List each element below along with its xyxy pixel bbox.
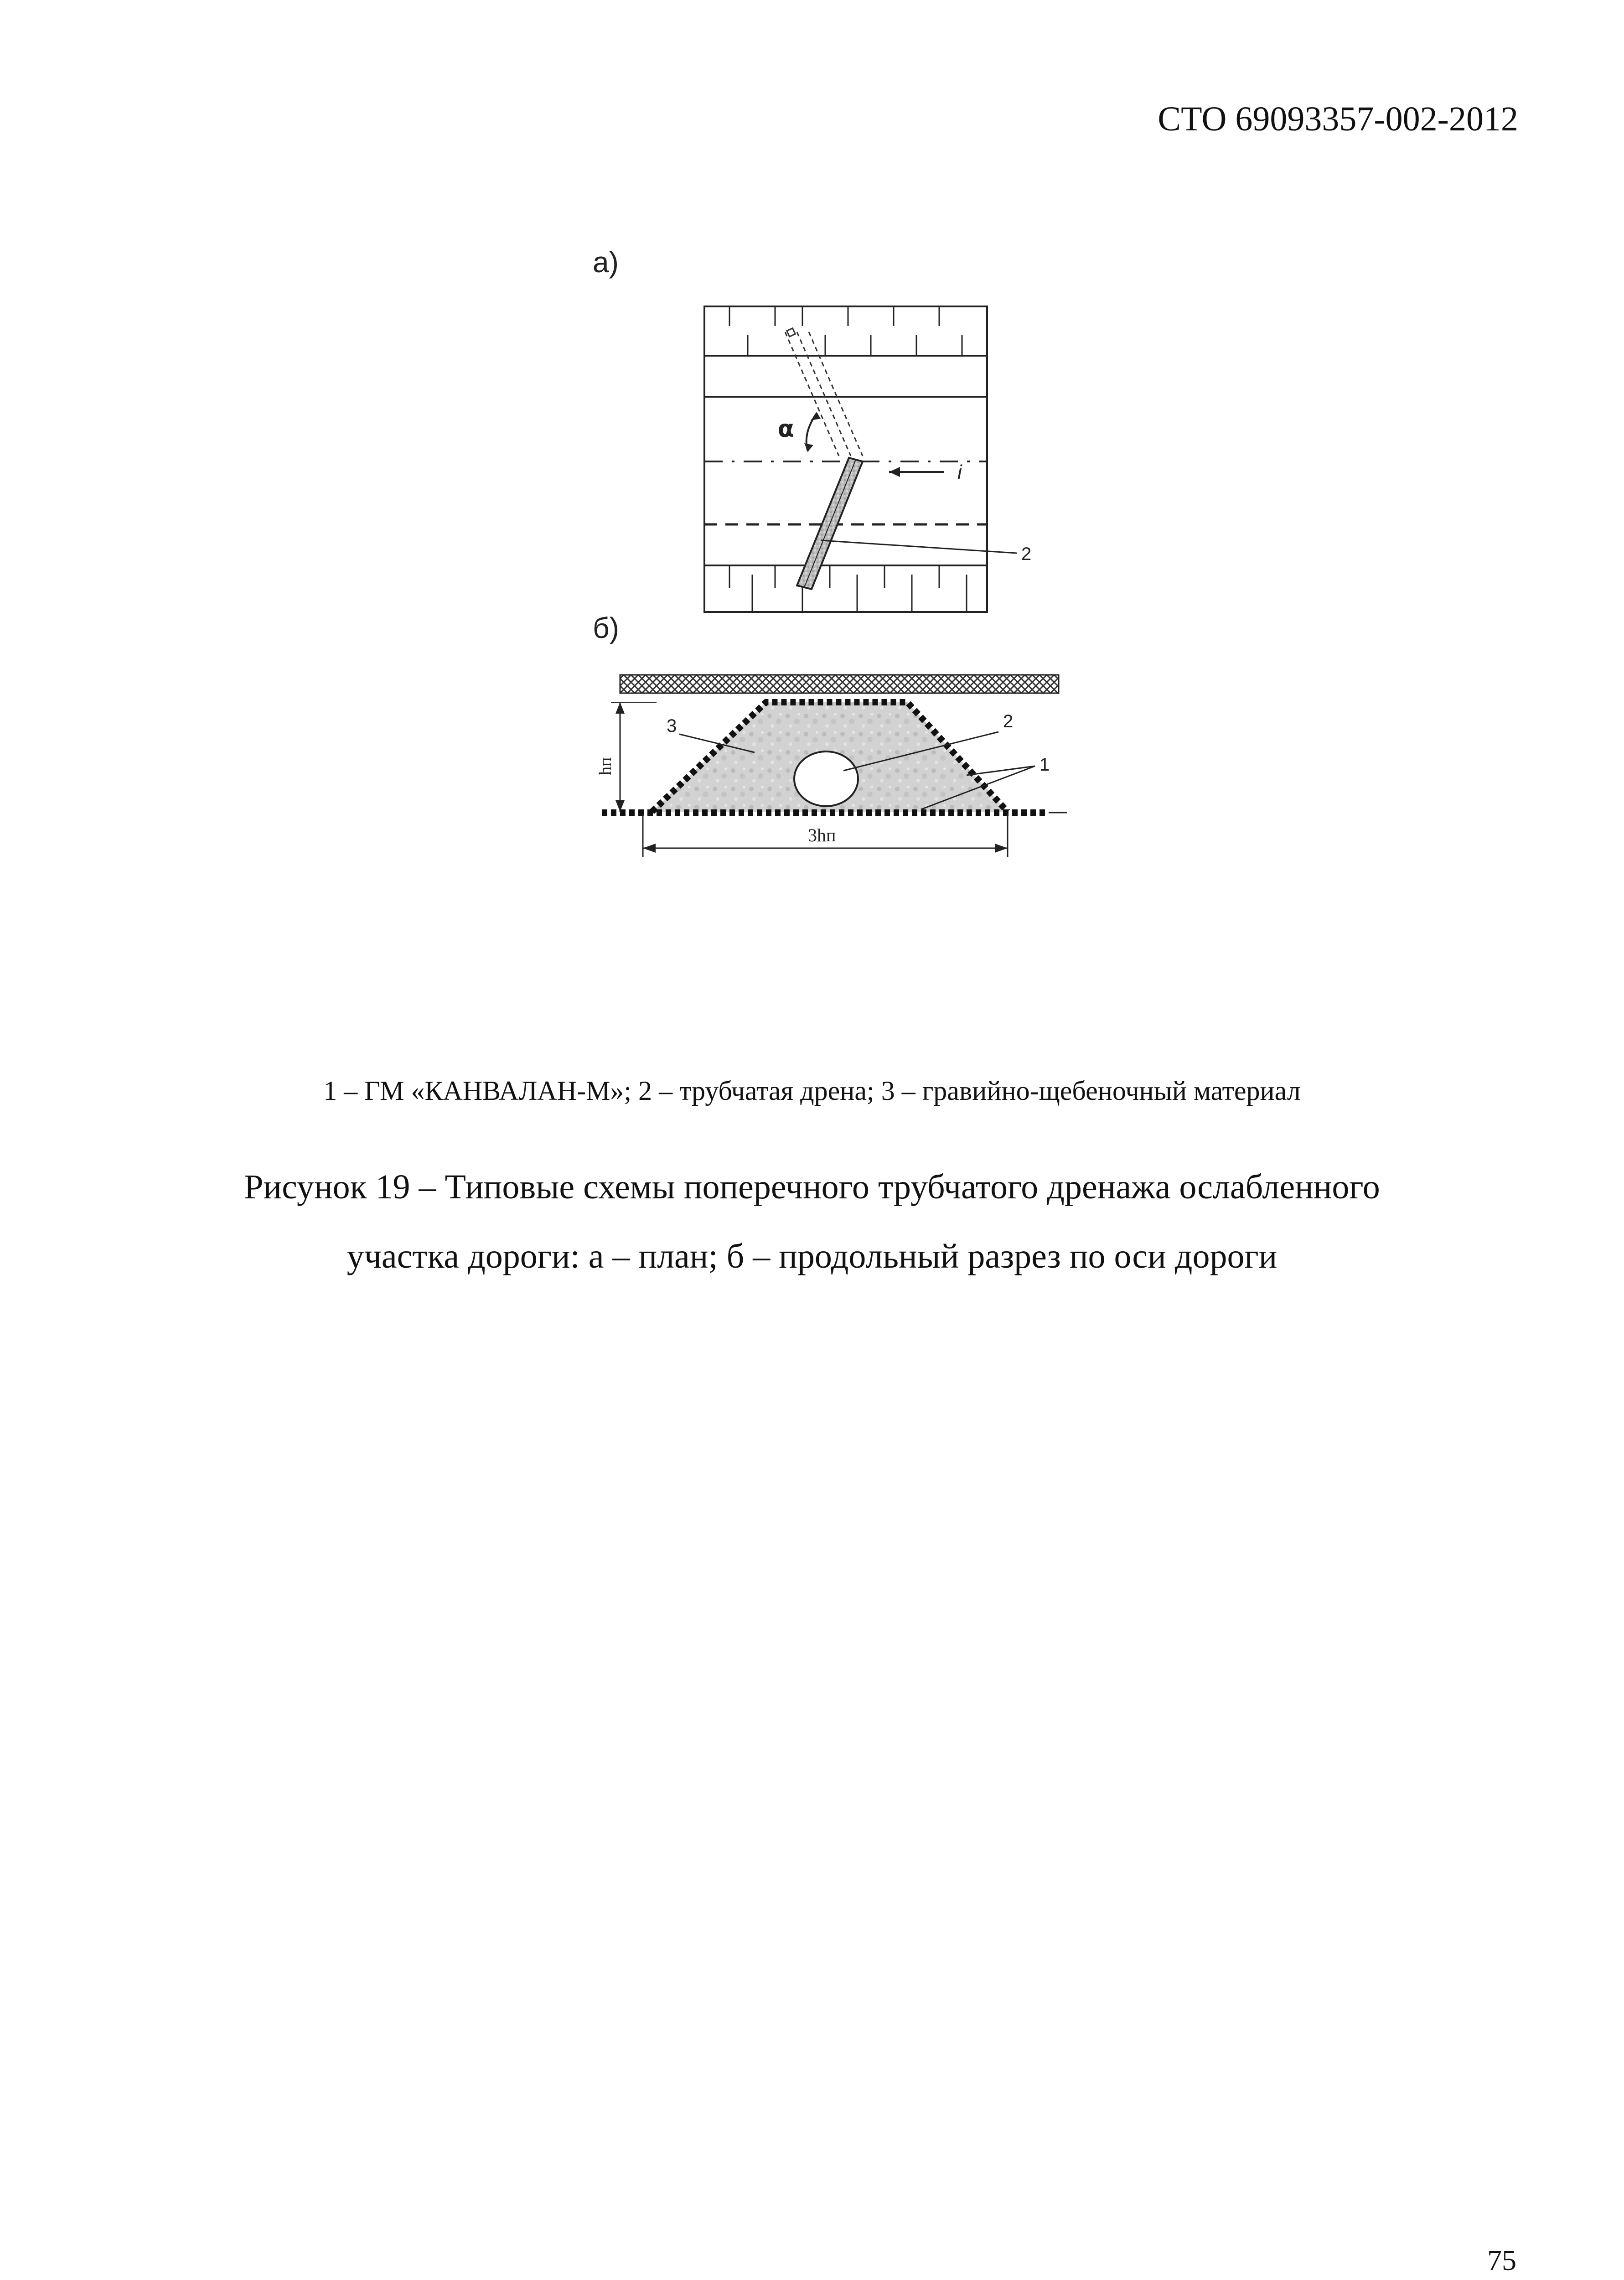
plan-diagram bbox=[704, 306, 1017, 612]
slope-i-label: i bbox=[957, 461, 962, 483]
drainage-figure bbox=[0, 0, 1624, 912]
height-dimension-label: hп bbox=[596, 757, 615, 775]
angle-alpha-label: α bbox=[778, 415, 794, 443]
figure-part-b-label: б) bbox=[593, 611, 619, 644]
figure-part-a-label: а) bbox=[593, 246, 619, 279]
figure-caption-line-2: участка дороги: а – план; б – продольный разрез по оси дороги bbox=[347, 1237, 1277, 1275]
page-number: 75 bbox=[1487, 2244, 1516, 2276]
figure-legend: 1 – ГМ «КАНВАЛАН-М»; 2 – трубчатая дрена; 3 – гравийно-щебеночный материал bbox=[323, 1076, 1301, 1106]
section-callout-2: 2 bbox=[1003, 711, 1014, 731]
figure-caption-line-1: Рисунок 19 – Типовые схемы поперечного трубчатого дренажа ослабленного bbox=[244, 1168, 1380, 1206]
section-callout-3: 3 bbox=[667, 716, 677, 736]
document-code: СТО 69093357-002-2012 bbox=[1158, 100, 1518, 138]
plan-callout-2: 2 bbox=[1021, 544, 1032, 564]
section-callout-1: 1 bbox=[1040, 755, 1050, 775]
width-dimension-label: 3hп bbox=[808, 825, 836, 845]
